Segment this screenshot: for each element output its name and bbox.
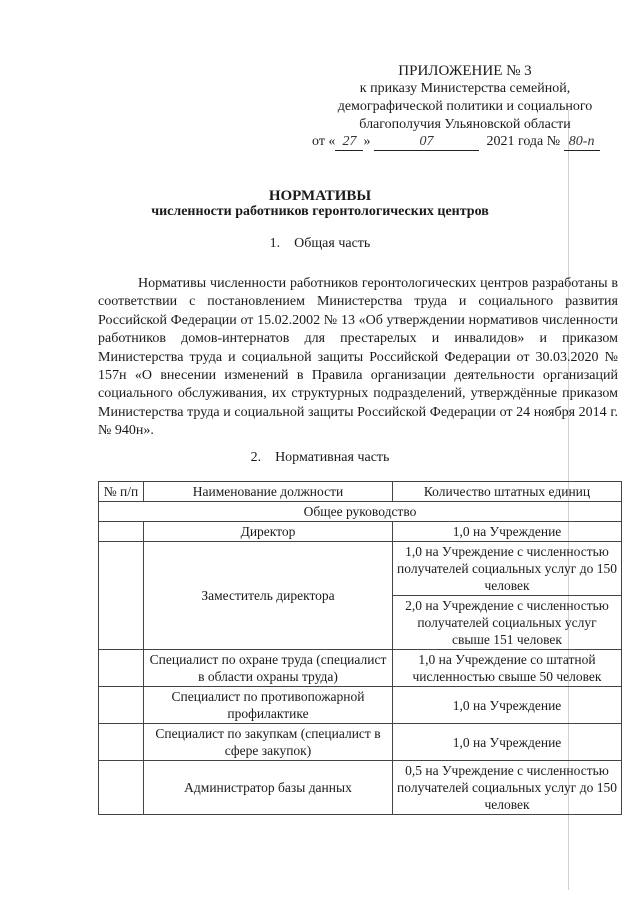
table-group-row <box>99 502 622 522</box>
intro-paragraph: Нормативы численности работников геронтологических центров разработаны в соответствии с постановлением Министерства труда и социального развития Российской Федерации от 15.02.2002 № 13 «Об утверждении нормативов численности работников домов-интернатов для престарелых и инвалидов» и приказом Министерства труда и социальной защиты Российской Федерации от 30.03.2020 № 157н «О внесении изменений в Правила организации деятельности организаций социального обслуживания, их структурных подразделений, утверждённые приказом Министерства труда и социальной защиты Российской Федерации от 24 ноября 2014 г. № 940н». <box>98 276 618 439</box>
day-close-quote: » <box>363 134 371 149</box>
group-general-management: Общее руководство <box>99 502 622 522</box>
count-director: 1,0 на Учреждение <box>393 522 622 542</box>
section-2-heading: 2. Нормативная часть <box>250 450 390 465</box>
order-line-1: к приказу Министерства семейной, <box>359 81 571 96</box>
row-num <box>99 542 144 650</box>
position-deputy-director: Заместитель директора <box>144 542 393 650</box>
header-position: Наименование должности <box>144 482 393 502</box>
table-row <box>99 687 622 724</box>
position-director: Директор <box>144 522 393 542</box>
order-line-3: благополучия Ульяновской области <box>359 117 571 132</box>
order-month: 07 <box>374 134 479 151</box>
section-1-heading: 1. Общая часть <box>269 236 371 251</box>
norms-table <box>98 481 622 815</box>
row-num <box>99 650 144 687</box>
document-subtitle: численности работников геронтологических центров <box>151 204 489 219</box>
row-num <box>99 687 144 724</box>
count-procurement: 1,0 на Учреждение <box>393 724 622 761</box>
position-procurement: Специалист по закупкам (специалист в сфере закупок) <box>144 724 393 761</box>
table-row <box>99 761 622 815</box>
table-row <box>99 522 622 542</box>
order-line-2: демографической политики и социального <box>337 99 593 114</box>
count-deputy-up-to-150: 1,0 на Учреждение с численностью получателей социальных услуг до 150 человек <box>393 542 622 596</box>
count-db-admin: 0,5 на Учреждение с численностью получателей социальных услуг до 150 человек <box>393 761 622 815</box>
position-fire-prevention: Специалист по противопожарной профилактике <box>144 687 393 724</box>
appendix-header <box>300 62 630 134</box>
from-label: от « <box>312 134 336 149</box>
appendix-number: ПРИЛОЖЕНИЕ № 3 <box>398 63 532 79</box>
count-fire-prevention: 1,0 на Учреждение <box>393 687 622 724</box>
header-num: № п/п <box>99 482 144 502</box>
row-num <box>99 522 144 542</box>
table-row <box>99 650 622 687</box>
table-header-row <box>99 482 622 502</box>
table-row <box>99 542 622 596</box>
header-count: Количество штатных единиц <box>393 482 622 502</box>
row-num <box>99 724 144 761</box>
order-year-text: 2021 года № <box>486 134 561 149</box>
count-deputy-over-151: 2,0 на Учреждение с численностью получателей социальных услуг свыше 151 человек <box>393 596 622 650</box>
document-title: НОРМАТИВЫ <box>268 188 372 204</box>
position-db-admin: Администратор базы данных <box>144 761 393 815</box>
table-row <box>99 724 622 761</box>
order-date-line <box>300 134 630 151</box>
count-labor-safety: 1,0 на Учреждение со штатной численностью свыше 50 человек <box>393 650 622 687</box>
row-num <box>99 761 144 815</box>
position-labor-safety: Специалист по охране труда (специалист в области охраны труда) <box>144 650 393 687</box>
order-day: 27 <box>335 134 363 151</box>
order-number: 80-п <box>564 134 600 151</box>
